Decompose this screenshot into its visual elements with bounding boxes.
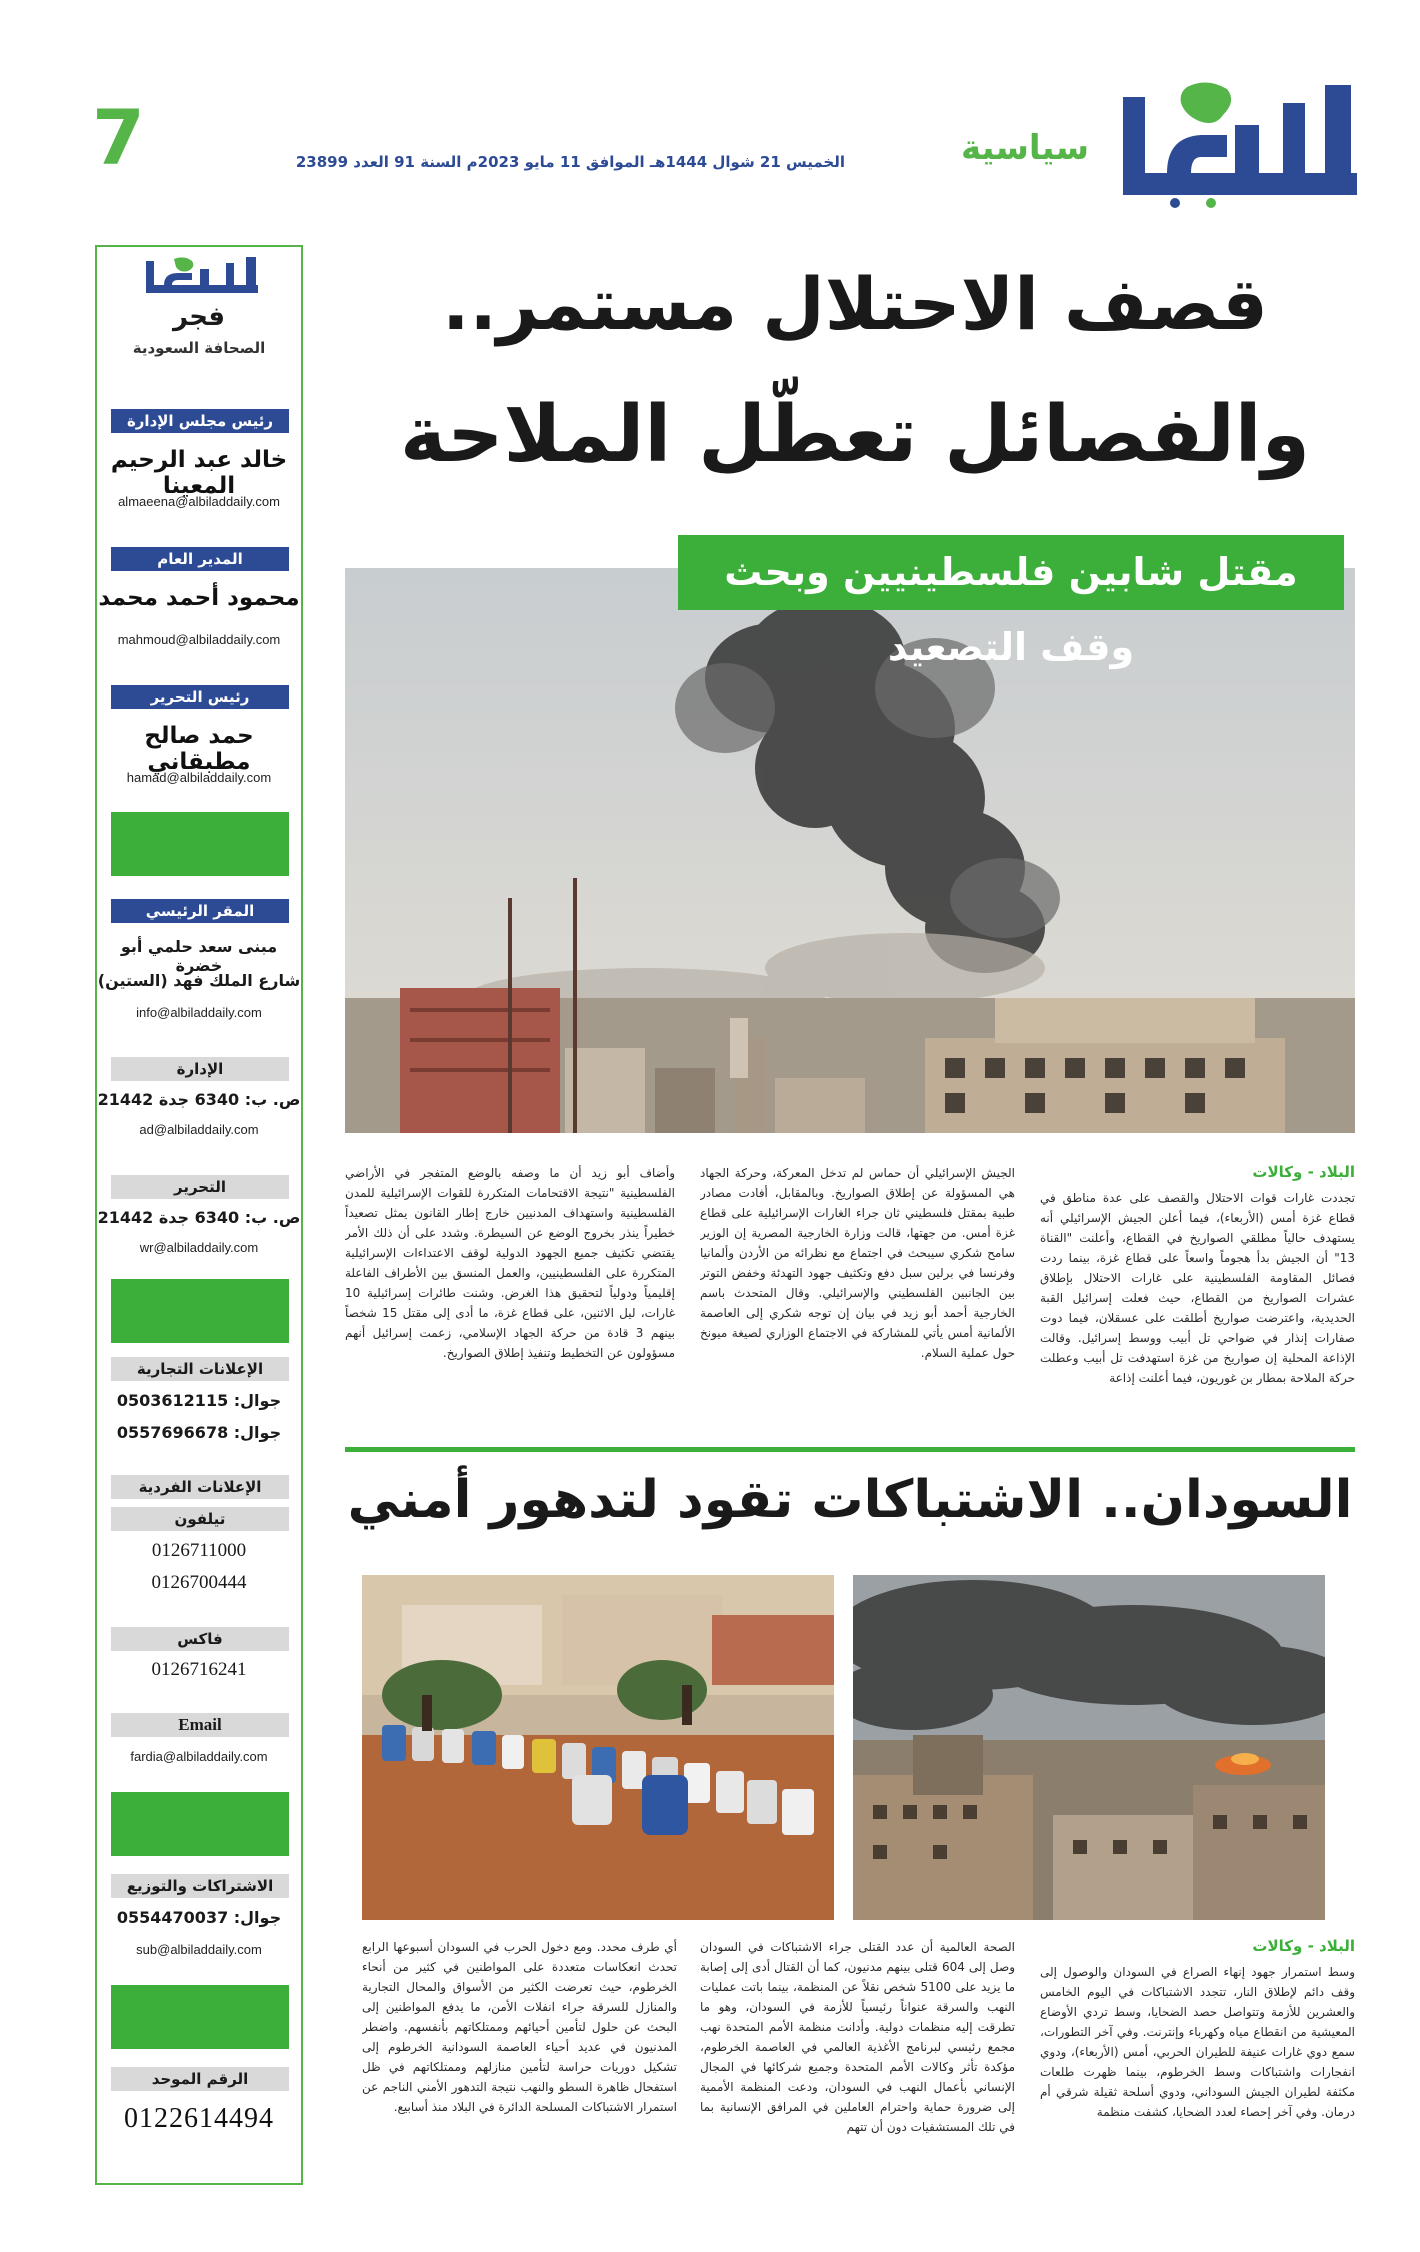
general-manager-email: mahmoud@albiladdaily.com [117, 632, 281, 647]
subscriptions-mobile: جوال: 0554470037 [116, 1908, 282, 1927]
subscriptions-email: sub@albiladdaily.com [136, 1942, 262, 1957]
green-ad-block [111, 1792, 289, 1856]
general-manager-label: المدير العام [111, 547, 289, 571]
board-chair-email: almaeena@albiladdaily.com [118, 494, 280, 509]
editor-in-chief-email: hamad@albiladdaily.com [126, 770, 272, 785]
khartoum-smoke-photo [853, 1575, 1325, 1920]
editor-in-chief-name: حمد صالح مطبقاني [144, 723, 254, 775]
article2-column-1: وسط استمرار جهود إنهاء الصراع في السودان والوصول إلى وقف دائم لإطلاق النار، تتجدد الاشتباكات في اليوم الخامس والعشرين للأزمة وتتواصل حصد الضحايا، وسط تردي الأوضاع المعيشية من انقطاع مياه وكهرباء وإنترنت. وفي آخر التطورات، سمع دوي غارات عنيفة للطيران الحربي، أمس (الأربعاء)، ودوي انفجارات واشتباكات وسط الخرطوم، بينما ظهرت طلعات مكثفة لطيران الجيش السوداني، ودوي أسلحة ثقيلة شرقي أم درمان. وفي آخر إحصاء لعدد الضحايا، كشفت منظمة [1040, 1965, 1355, 2119]
commercial-ads-mobile2: جوال: 0557696678 [116, 1423, 282, 1442]
section-label: سياسية [960, 128, 1089, 168]
email-label: Email [111, 1713, 289, 1737]
article2-column-2: الصحة العالمية أن عدد القتلى جراء الاشتباكات في السودان وصل إلى 604 قتلى بينهم مدنيون، كما أن القتال أدى إلى إصابة ما يزيد على 5100 شخص نقلاً عن المنظمة، بينما باتت عمليات النهب والسرقة عنواناً رئيسياً للأزمة في السودان، وهو ما تطرقت إليه منظمات دولية. وأدانت منظمة الأمم المتحدة نهب مجمع رئيسي لبرنامج الأغذية العالمي في العاصمة الخرطوم، مؤكدة تأثر وكالات الأمم المتحدة وجميع شركائها في المجال الإنساني بأعمال النهب في السودان، ودعت المنظمة الأممية إلى ضرورة حماية واحترام العاملين في المرافق الإنسانية بما في تلك المستشفيات دون أن تتهم [700, 1940, 1015, 2134]
commercial-ads-mobile1: جوال: 0503612115 [116, 1391, 282, 1410]
editorial-address: ص. ب: 6340 جدة 21442 [97, 1208, 301, 1227]
gaza-smoke-photo [345, 568, 1355, 1133]
administration-address: ص. ب: 6340 جدة 21442 [97, 1090, 301, 1109]
article2-column-3: أي طرف محدد. ومع دخول الحرب في السودان أسبوعها الرابع تحدث انعكاسات متعددة على المواطنين في كثير من أنحاء الخرطوم، حيث تعرضت الكثير من الأسواق والمحال التجارية والمنازل للسرقة جراء انفلات الأمن، ما يدفع المواطنين إلى البحث عن حلول لتأمين أحيائهم وممتلكاتهم بأنفسهم. واضطر المدنيون في عديد أحياء العاصمة السودانية الخرطوم إلى تشكيل دوريات حراسة لتأمين منازلهم وممتلكاتهم في ظل استفحال ظاهرة السطو والنهب نتيجة التدهور الأمني الناجم عن استمرار الاشتباكات المسلحة الدائرة في البلاد منذ أسابيع. [362, 1940, 677, 2114]
article1-byline: البلاد - وكالات [1252, 1163, 1355, 1181]
albilad-logo [1115, 75, 1365, 210]
phone-label: تيلفون [111, 1507, 289, 1531]
article1-column-3: وأضاف أبو زيد أن ما وصفه بالوضع المتفجر في الأراضي الفلسطينية "نتيجة الاقتحامات المتكررة للقوات الإسرائيلية للمدن الفلسطينية واستهداف المدنيين خارج إطار القانون يمثل تصعيداً خطيراً ينذر بخروج الوضع عن السيطرة. وشدد على أن ذلك الأمر يقتضي تكثيف جميع الجهود الدولية لوقف الاعتداءات الإسرائيلية المتكررة على الفلسطينيين، والعمل المنسق بين الأطراف الفاعلة إقليمياً ودولياً لتحقيق هذا الغرض. وشنت طائرات إسرائيلية 10 غارات، ليل الاثنين، على قطاع غزة، ما أدى إلى مقتل 15 شخصاً بينهم 3 قادة من حركة الجهاد الإسلامي، زعمت إسرائيل أنهم مسؤولون عن التخطيط وتنفيذ إطلاق الصواريخ. [345, 1166, 675, 1360]
staff-sidebar [95, 245, 303, 2185]
article1-subhead: مقتل شابين فلسطينيين وبحث وقف التصعيد [678, 535, 1344, 610]
editorial-label: التحرير [111, 1175, 289, 1199]
green-ad-block [111, 1279, 289, 1343]
main-headline-line2: والفصائل تعطّل الملاحة [400, 390, 1310, 480]
subscriptions-label: الاشتراكات والتوزيع [111, 1874, 289, 1898]
headquarters-line2: شارع الملك فهد (الستين) [97, 971, 301, 990]
board-chair-label: رئيس مجلس الإدارة [111, 409, 289, 433]
section-divider [345, 1447, 1355, 1452]
sidebar-tagline: فجر [173, 302, 225, 332]
phone-number-1: 0126711000 [151, 1540, 247, 1561]
page-number: 7 [92, 93, 145, 182]
phone-number-2: 0126700444 [151, 1572, 247, 1593]
dateline: الخميس 21 شوال 1444هـ الموافق 11 مايو 2023م السنة 91 العدد 23899 [295, 153, 845, 171]
green-ad-block [111, 812, 289, 876]
water-containers-photo [362, 1575, 834, 1920]
sudan-headline: السودان.. الاشتباكات تقود لتدهور أمني [347, 1470, 1353, 1530]
sidebar-logo [142, 255, 262, 297]
headquarters-email: info@albiladdaily.com [136, 1005, 262, 1020]
editor-in-chief-label: رئيس التحرير [111, 685, 289, 709]
green-ad-block [111, 1985, 289, 2049]
unified-number: 0122614494 [124, 2103, 274, 2134]
sidebar-tagline-sub: الصحافة السعودية [132, 339, 266, 357]
headquarters-line1: مبنى سعد حلمي أبو خضرة [120, 937, 278, 975]
editorial-email: wr@albiladdaily.com [139, 1240, 259, 1255]
headquarters-label: المقر الرئيسي [111, 899, 289, 923]
administration-email: ad@albiladdaily.com [139, 1122, 259, 1137]
general-manager-name: محمود أحمد محمد [98, 585, 300, 611]
commercial-ads-label: الإعلانات التجارية [111, 1357, 289, 1381]
administration-label: الإدارة [111, 1057, 289, 1081]
main-headline-line1: قصف الاحتلال مستمر.. [442, 262, 1268, 346]
individual-ads-label: الإعلانات الفردية [111, 1475, 289, 1499]
article2-byline: البلاد - وكالات [1252, 1937, 1355, 1955]
unified-number-label: الرقم الموحد [111, 2067, 289, 2091]
fax-number: 0126716241 [151, 1659, 247, 1680]
article1-column-1: تجددت غارات قوات الاحتلال والقصف على عدة مناطق في قطاع غزة أمس (الأربعاء)، فيما أعلن الجيش الإسرائيلي أنه يستهدف حالياً مطلقي الصواريخ في القطاع، وأعلنت "القناة 13" أن الجيش بدأ هجوماً واسعاً على قطاع غزة، بينما ردت فصائل المقاومة الفلسطينية على غارات الاحتلال بإطلاق عشرات الصواريخ من القطاع، حيث فعلت إسرائيل القبة الحديدية، واعترضت صواريخ أطلقت على عسقلان، فيما دوت صفارات إنذار في ضواحي تل أبيب ووسط إسرائيل. وقالت الإذاعة المحلية إن صواريخ من غزة استهدفت تل أبيب وعطلت حركة الملاحة بمطار بن غوريون، فيما أعلنت إذاعة [1040, 1191, 1355, 1385]
individual-ads-email: fardia@albiladdaily.com [130, 1749, 268, 1764]
board-chair-name: خالد عبد الرحيم المعينا [110, 447, 288, 499]
article1-column-2: الجيش الإسرائيلي أن حماس لم تدخل المعركة، وحركة الجهاد هي المسؤولة عن إطلاق الصواريخ. وبالمقابل، أفادت مصادر طبية بمقتل فلسطيني ثان جراء الغارات الإسرائيلية على قطاع غزة أمس. من جهتها، قالت وزارة الخارجية المصرية إن الوزير سامح شكري سيبحث في اجتماع مع نظرائه من الأردن وألمانيا وفرنسا في برلين سبل دفع وتكثيف جهود التهدئة وخفض التوتر بين الجانبين الفلسطيني والإسرائيلي. وقال المتحدث باسم الخارجية أحمد أبو زيد في بيان إن توجه شكري إلى العاصمة الألمانية أمس يأتي للمشاركة في الاجتماع الوزاري لصيغة ميونخ حول عملية السلام. [700, 1166, 1015, 1360]
fax-label: فاكس [111, 1627, 289, 1651]
